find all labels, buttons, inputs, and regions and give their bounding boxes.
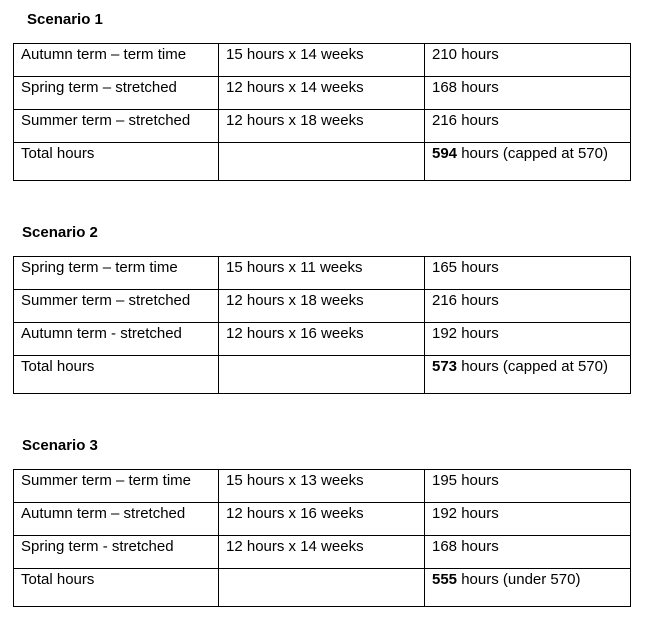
- calculation-cell: 15 hours x 11 weeks: [219, 257, 425, 290]
- hours-cell: 216 hours: [425, 110, 631, 143]
- calculation-cell: 15 hours x 13 weeks: [219, 470, 425, 503]
- hours-cell: 168 hours: [425, 77, 631, 110]
- hours-cell: 210 hours: [425, 44, 631, 77]
- empty-cell: [219, 356, 425, 394]
- hours-table: [13, 256, 631, 394]
- scenario-title: Scenario 2: [22, 224, 98, 241]
- term-cell: Autumn term - stretched: [14, 323, 219, 356]
- total-row: [14, 569, 631, 607]
- hours-table: [13, 43, 631, 181]
- total-hours-cell: [425, 356, 631, 394]
- table-row: [14, 290, 631, 323]
- term-cell: Autumn term – term time: [14, 44, 219, 77]
- empty-cell: [219, 569, 425, 607]
- term-cell: Autumn term – stretched: [14, 503, 219, 536]
- calculation-cell: 12 hours x 18 weeks: [219, 110, 425, 143]
- hours-cell: 216 hours: [425, 290, 631, 323]
- total-hours-number: 573: [432, 358, 458, 375]
- total-row: [14, 356, 631, 394]
- total-hours-suffix: hours (capped at 570): [457, 145, 608, 162]
- total-hours-suffix: hours (under 570): [457, 571, 581, 588]
- term-cell: Summer term – stretched: [14, 110, 219, 143]
- calculation-cell: 15 hours x 14 weeks: [219, 44, 425, 77]
- term-cell: Spring term - stretched: [14, 536, 219, 569]
- hours-cell: 168 hours: [425, 536, 631, 569]
- table-row: [14, 323, 631, 356]
- hours-table: [13, 469, 631, 607]
- total-label-cell: Total hours: [14, 569, 219, 607]
- empty-cell: [219, 143, 425, 181]
- table-row: [14, 77, 631, 110]
- table-row: [14, 503, 631, 536]
- total-label-cell: Total hours: [14, 356, 219, 394]
- term-cell: Summer term – stretched: [14, 290, 219, 323]
- total-hours-cell: [425, 143, 631, 181]
- scenario-title: Scenario 1: [27, 11, 103, 28]
- table-row: [14, 110, 631, 143]
- hours-cell: 192 hours: [425, 323, 631, 356]
- term-cell: Spring term – stretched: [14, 77, 219, 110]
- calculation-cell: 12 hours x 18 weeks: [219, 290, 425, 323]
- calculation-cell: 12 hours x 16 weeks: [219, 503, 425, 536]
- scenario-title: Scenario 3: [22, 437, 98, 454]
- term-cell: Summer term – term time: [14, 470, 219, 503]
- term-cell: Spring term – term time: [14, 257, 219, 290]
- table-row: [14, 44, 631, 77]
- total-hours-number: 594: [432, 145, 458, 162]
- total-hours-cell: [425, 569, 631, 607]
- total-hours-suffix: hours (capped at 570): [457, 358, 608, 375]
- table-row: [14, 470, 631, 503]
- table-row: [14, 536, 631, 569]
- calculation-cell: 12 hours x 14 weeks: [219, 536, 425, 569]
- calculation-cell: 12 hours x 16 weeks: [219, 323, 425, 356]
- hours-cell: 195 hours: [425, 470, 631, 503]
- hours-cell: 192 hours: [425, 503, 631, 536]
- total-hours-number: 555: [432, 571, 458, 588]
- calculation-cell: 12 hours x 14 weeks: [219, 77, 425, 110]
- table-row: [14, 257, 631, 290]
- total-label-cell: Total hours: [14, 143, 219, 181]
- total-row: [14, 143, 631, 181]
- hours-cell: 165 hours: [425, 257, 631, 290]
